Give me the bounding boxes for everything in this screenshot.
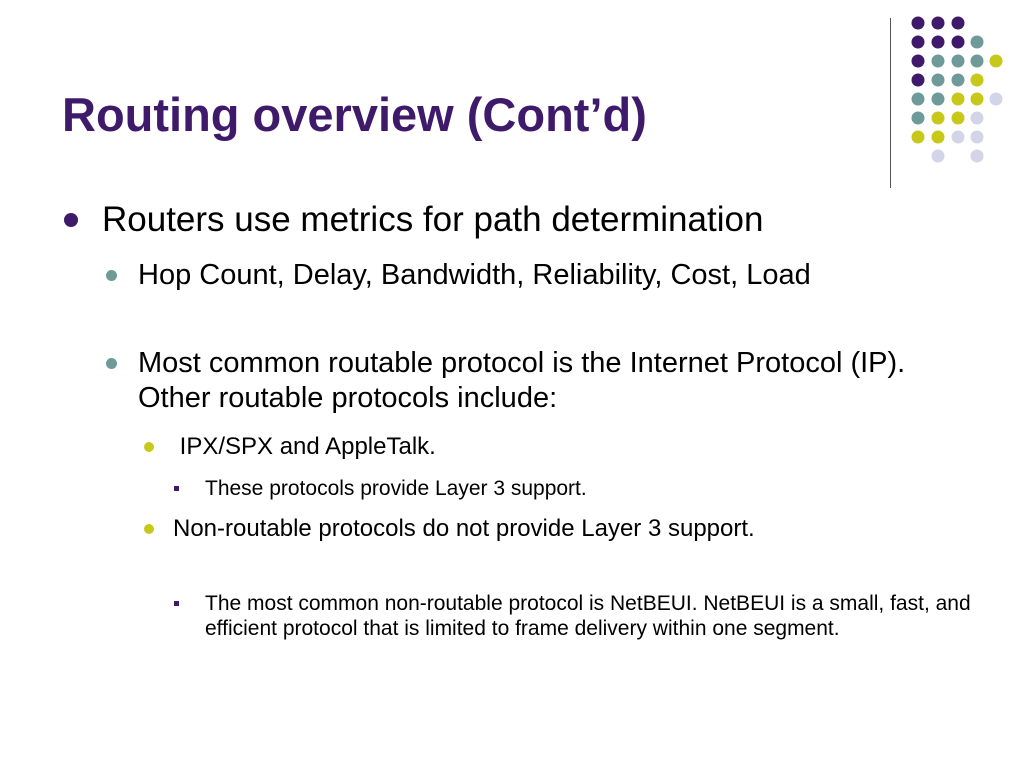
bullet-text: The most common non-routable protocol is NetBEUI. NetBEUI is a small, fast, and efficient protocol that is limited to frame delivery within one segment. bbox=[205, 592, 971, 640]
round-bullet-icon bbox=[144, 524, 154, 534]
round-bullet-icon bbox=[106, 270, 117, 281]
slide-title: Routing overview (Cont’d) bbox=[62, 88, 647, 141]
bullet-text: IPX/SPX and AppleTalk. bbox=[173, 433, 436, 460]
square-bullet-icon bbox=[174, 601, 179, 606]
bullet-text: Hop Count, Delay, Bandwidth, Reliability, Cost, Load bbox=[138, 259, 811, 291]
bullet-text: These protocols provide Layer 3 support. bbox=[205, 477, 587, 500]
square-bullet-icon bbox=[174, 486, 179, 491]
round-bullet-icon bbox=[144, 442, 154, 452]
bullet-item-level-3 bbox=[173, 432, 963, 462]
bullet-item-level-4 bbox=[205, 591, 975, 641]
bullet-item-level-2 bbox=[138, 258, 938, 293]
bullet-item-level-2 bbox=[138, 346, 938, 416]
bullet-text: Most common routable protocol is the Internet Protocol (IP). Other routable protocols include: bbox=[138, 347, 906, 414]
round-bullet-icon bbox=[106, 358, 117, 369]
bullet-item-level-3 bbox=[173, 514, 963, 544]
bullet-text: Routers use metrics for path determination bbox=[102, 200, 764, 239]
bullet-item-level-4 bbox=[205, 476, 975, 501]
round-bullet-icon bbox=[64, 213, 78, 227]
bullet-item-level-1 bbox=[102, 198, 982, 241]
bullet-text: Non-routable protocols do not provide Layer 3 support. bbox=[173, 515, 755, 542]
